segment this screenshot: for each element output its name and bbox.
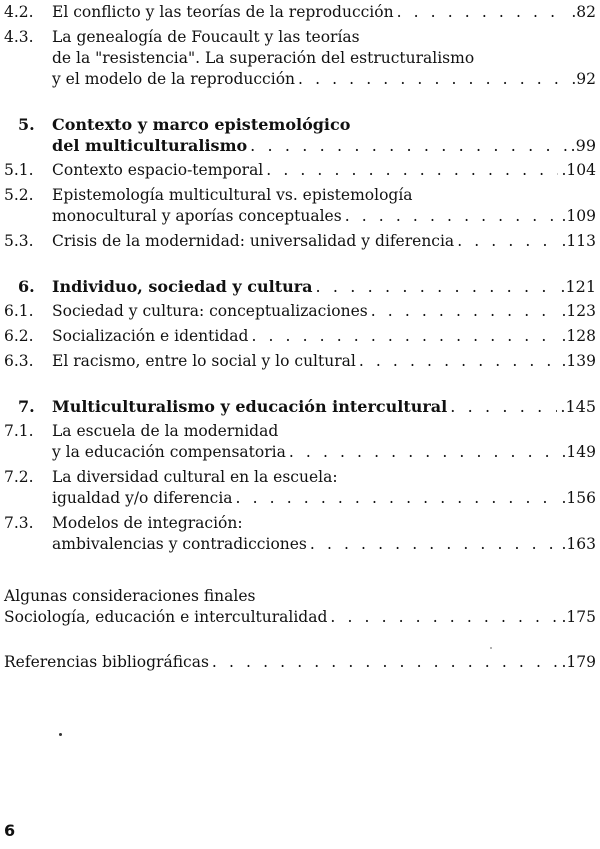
toc-entry-7-3 <box>4 513 596 555</box>
toc-entry-6-2 <box>4 326 596 347</box>
toc-chapter-number: 5. <box>18 115 35 134</box>
table-of-contents <box>4 2 596 677</box>
toc-chapter-7 <box>4 396 596 417</box>
toc-entry-title-line: Modelos de integración: <box>52 514 243 532</box>
toc-entry-number: 4.3. <box>4 28 34 46</box>
scan-speck <box>490 647 492 649</box>
toc-page-number: .92 <box>571 70 596 88</box>
toc-chapter-number: 7. <box>18 397 35 416</box>
toc-entry-6-1 <box>4 301 596 322</box>
toc-entry-5-3 <box>4 231 596 252</box>
toc-page-number: .121 <box>560 277 596 296</box>
dot-leader <box>289 442 559 463</box>
dot-leader <box>330 607 558 628</box>
toc-page-number: .109 <box>561 207 596 225</box>
dot-leader <box>450 396 557 417</box>
toc-page-number: .128 <box>561 327 596 345</box>
dot-leader <box>212 652 559 673</box>
toc-entry-title: El racismo, entre lo social y lo cultural <box>52 352 356 370</box>
toc-chapter-title: Individuo, sociedad y cultura <box>52 277 313 296</box>
toc-entry-title: Crisis de la modernidad: universalidad y diferencia <box>52 232 455 250</box>
toc-page-number: .123 <box>561 302 596 320</box>
toc-entry-title-line: igualdad y/o diferencia <box>52 489 233 507</box>
toc-entry-4-2 <box>4 2 596 23</box>
scan-speck <box>59 733 62 736</box>
toc-entry-title-line: Epistemología multicultural vs. epistemología <box>52 186 413 204</box>
toc-entry-number: 4.2. <box>4 3 34 21</box>
toc-entry-4-3 <box>4 27 596 90</box>
dot-leader <box>266 160 558 181</box>
toc-page-number: .145 <box>560 397 596 416</box>
toc-entry-number: 5.2. <box>4 186 34 204</box>
toc-entry-title-line: Algunas consideraciones finales <box>4 587 256 605</box>
toc-chapter-6 <box>4 276 596 297</box>
toc-entry-references <box>4 652 596 673</box>
toc-entry-title-line: de la "resistencia". La superación del estructuralismo <box>52 49 475 67</box>
toc-entry-title-line: y la educación compensatoria <box>52 443 286 461</box>
toc-page-number: .163 <box>561 535 596 553</box>
page-number: 6 <box>4 821 16 840</box>
toc-page-number: .82 <box>571 3 596 21</box>
dot-leader <box>251 326 558 347</box>
dot-leader <box>371 301 559 322</box>
toc-entry-5-2 <box>4 185 596 227</box>
toc-entry-title-line: ambivalencias y contradicciones <box>52 535 307 553</box>
toc-entry-title-line: monocultural y aporías conceptuales <box>52 207 342 225</box>
dot-leader <box>298 69 568 90</box>
dot-leader <box>457 231 558 252</box>
toc-entry-6-3 <box>4 351 596 372</box>
toc-entry-7-2 <box>4 467 596 509</box>
toc-entry-final-considerations <box>4 586 596 628</box>
toc-page-number: .179 <box>561 653 596 671</box>
toc-entry-title-line: La escuela de la modernidad <box>52 422 279 440</box>
toc-page-number: .104 <box>561 161 596 179</box>
toc-entry-title: Sociedad y cultura: conceptualizaciones <box>52 302 368 320</box>
dot-leader <box>359 351 559 372</box>
toc-entry-title-line: La genealogía de Foucault y las teorías <box>52 28 360 46</box>
toc-entry-number: 7.2. <box>4 468 34 486</box>
dot-leader <box>345 206 559 227</box>
toc-entry-title-line: y el modelo de la reproducción <box>52 70 296 88</box>
dot-leader <box>316 276 558 297</box>
toc-entry-number: 7.3. <box>4 514 34 532</box>
toc-chapter-5 <box>4 114 596 156</box>
toc-entry-number: 7.1. <box>4 422 34 440</box>
toc-chapter-title-line: del multiculturalismo <box>52 136 248 155</box>
dot-leader <box>310 534 559 555</box>
toc-page-number: .149 <box>561 443 596 461</box>
toc-entry-number: 6.2. <box>4 327 34 345</box>
dot-leader <box>250 135 567 156</box>
toc-entry-title: El conflicto y las teorías de la reproducción <box>52 3 394 21</box>
toc-chapter-number: 6. <box>18 277 35 296</box>
toc-chapter-title-line: Contexto y marco epistemológico <box>52 115 351 134</box>
toc-page-number: .99 <box>570 136 596 155</box>
toc-entry-number: 5.3. <box>4 232 34 250</box>
toc-entry-title: Socialización e identidad <box>52 327 249 345</box>
dot-leader <box>397 2 569 23</box>
toc-entry-title-line: La diversidad cultural en la escuela: <box>52 468 338 486</box>
toc-page-number: .139 <box>561 352 596 370</box>
toc-entry-number: 6.1. <box>4 302 34 320</box>
toc-entry-number: 5.1. <box>4 161 34 179</box>
toc-entry-5-1 <box>4 160 596 181</box>
toc-entry-title-line: Sociología, educación e interculturalidad <box>4 608 328 626</box>
toc-entry-title: Referencias bibliográficas <box>4 653 209 671</box>
toc-page-number: .156 <box>561 489 596 507</box>
toc-page-number: .175 <box>561 608 596 626</box>
toc-page-number: .113 <box>561 232 596 250</box>
toc-chapter-title: Multiculturalismo y educación intercultural <box>52 397 448 416</box>
toc-entry-7-1 <box>4 421 596 463</box>
toc-entry-number: 6.3. <box>4 352 34 370</box>
toc-entry-title: Contexto espacio-temporal <box>52 161 264 179</box>
dot-leader <box>236 488 559 509</box>
